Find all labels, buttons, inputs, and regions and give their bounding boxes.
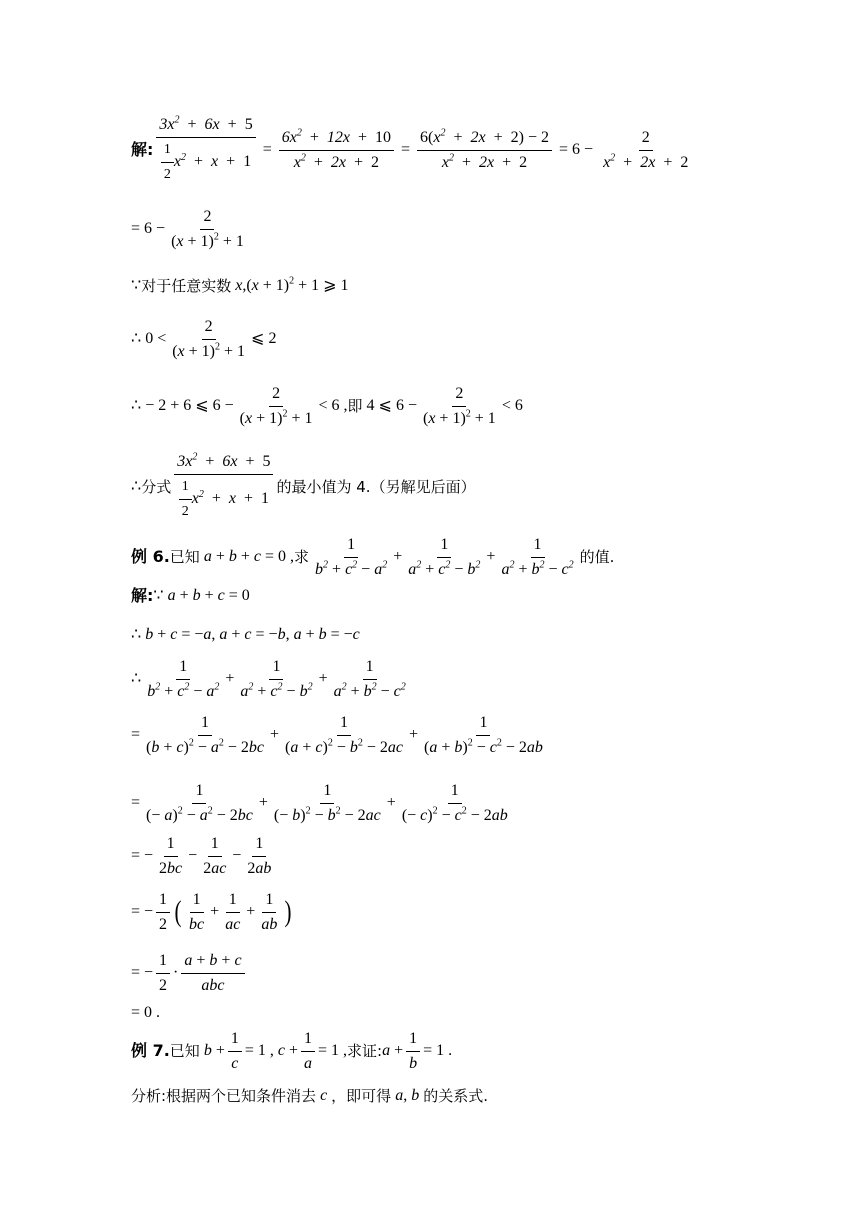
example-7-label: 例 7.	[131, 1041, 170, 1060]
fraction: $\frac{6x^2 + 12x + 10}{x^2 + 2x + 2}$	[279, 128, 394, 173]
fraction: $\frac{1}{(b + c)^2 - a^2 - 2bc}$	[146, 713, 264, 756]
fraction: $\frac{1}{ab}$	[261, 890, 278, 933]
fraction: $\frac{1}{(a + b)^2 - c^2 - 2ab}$	[424, 713, 543, 756]
fraction: $\frac{1}{2bc}$	[159, 834, 183, 877]
analysis-line: 分析:根据两个已知条件消去 c ，即可得 a, b 的关系式.	[131, 1087, 488, 1105]
fraction: $\frac{1}{ac}$	[225, 890, 241, 933]
therefore-line: ∴ $\frac{1}{b^2 + c^2 - a^2}$ + $\frac{1}{a^2 + c^2 - b^2}$ + $\frac{1}{a^2 + b^2 - c^2}$	[131, 656, 412, 702]
fraction: $\frac{1}{c}$	[228, 1029, 242, 1074]
equation-line: = 0 .	[131, 1004, 161, 1021]
therefore-line: ∴ 0 < $\frac{2}{(x + 1)^2 + 1}$ ⩽ 2	[131, 317, 277, 360]
fraction: $\frac{1}{2ab}$	[247, 834, 272, 877]
fraction: $\frac{1}{2}$	[156, 890, 170, 935]
example-6-label: 例 6.	[131, 547, 170, 566]
equation-line: = − $\frac{1}{2}$ · $\frac{a + b + c}{\text{abc}}$	[131, 950, 248, 996]
fraction: $\frac{6(x^2 + 2x + 2) - 2}{x^2 + 2x + 2}$	[417, 128, 552, 173]
fraction: $\frac{1}{a^2 + b^2 - c^2}$	[501, 535, 574, 578]
example-7-line: 例 7. 已知 b + $\frac{1}{c}$ = 1 , c + $\frac{1}{a}$ = 1 , 求证: a + $\frac{1}{b}$ = 1 .	[131, 1029, 453, 1072]
fraction: $\frac{1}{(a + c)^2 - b^2 - 2ac}$	[285, 713, 403, 756]
fraction: $\frac{1}{2}$	[156, 951, 170, 996]
fraction: $\frac{1}{(- b)^2 - b^2 - 2ac}$	[273, 781, 381, 824]
fraction: $\frac{2}{(x + 1)^2 + 1}$	[171, 207, 244, 250]
solution-line-2: 解: ∵ a + b + c = 0	[131, 586, 250, 605]
example-6-line: 例 6. 已知 a + b + c = 0 , 求 $\frac{1}{b^2 + c^2 - a^2}$ + $\frac{1}{a^2 + c^2 - b^2}$ + $\frac{1}{a^2 + b^2 - c^2}$ 的值.	[131, 535, 615, 578]
fraction: $\frac{1}{a}$	[301, 1029, 315, 1074]
fraction: $\frac{1}{b}$	[406, 1029, 420, 1074]
fraction: $\frac{1}{(- c)^2 - c^2 - 2ab}$	[401, 781, 508, 824]
fraction: $\frac{1}{a^2 + b^2 - c^2}$	[333, 657, 406, 700]
fraction: $3x^2 + 6x + 5$ $\frac{1}{2}$ $x^2 + x + 1$	[174, 452, 273, 522]
because-line: ∵ 对于任意实数 x $,(x + 1)^2 + 1$ ⩾ 1	[131, 275, 349, 295]
equation-line: = $\frac{1}{(- a)^2 - a^2 - 2bc}$ + $\frac{1}{(- b)^2 - b^2 - 2ac}$ + $\frac{1}{(- c)^2 - c^2 - 2ab}$	[131, 778, 514, 828]
fraction: $\frac{1}{bc}$	[189, 890, 205, 933]
solution-line-1: 解: $3x^2 + 6x + 5$ $\frac{1}{2}$ $x^2 + x + 1$ = $\frac{6x^2 + 12x + 10}{x^2 + 2x + 2}$ = $\frac{6(x^2 + 2x + 2) - 2}{x^2 + 2x + 2}$ = 6 − $\frac{2}{x^2 + 2x + 2}$	[131, 118, 694, 182]
equation-line: = − $\frac{1}{2bc}$ − $\frac{1}{2ac}$ − $\frac{1}{2ab}$	[131, 833, 277, 879]
fraction: $\frac{1}{b^2 + c^2 - a^2}$	[147, 657, 220, 700]
fraction: $\frac{2}{(x + 1)^2 + 1}$	[239, 384, 313, 427]
fraction: $\frac{2}{x^2 + 2x + 2}$	[603, 128, 689, 171]
therefore-line: ∴ 分式 $3x^2 + 6x + 5$ $\frac{1}{2}$ $x^2 + x + 1$ 的最小值为 4.（另解见后面）	[131, 455, 476, 519]
therefore-line: ∴ − 2 + 6 ⩽ 6 − $\frac{2}{(x + 1)^2 + 1}$ < 6 , 即 4 ⩽ 6 − $\frac{2}{(x + 1)^2 + 1}$ < 6	[131, 384, 523, 427]
equation-line: = $\frac{1}{(b + c)^2 - a^2 - 2bc}$ + $\frac{1}{(a + c)^2 - b^2 - 2ac}$ + $\frac{1}{(a + b)^2 - c^2 - 2ab}$	[131, 710, 549, 760]
fraction: $\frac{1}{a^2 + c^2 - b^2}$	[240, 657, 313, 700]
fraction: $\frac{1}{2ac}$	[203, 834, 227, 877]
equation-line: = 6 − $\frac{2}{(x + 1)^2 + 1}$	[131, 204, 250, 254]
fraction: $3x^2 + 6x + 5$ $\frac{1}{2}$ $x^2 + x + 1$	[156, 115, 255, 185]
solution-label: 解:	[131, 140, 154, 159]
fraction: $\frac{1}{b^2 + c^2 - a^2}$	[315, 535, 388, 578]
fraction: $\frac{1}{a^2 + c^2 - b^2}$	[408, 535, 481, 578]
fraction: $\frac{1}{(- a)^2 - a^2 - 2bc}$	[146, 781, 253, 824]
equation-line: = − $\frac{1}{2}$ ( $\frac{1}{bc}$ + $\frac{1}{ac}$ + $\frac{1}{ab}$ )	[131, 890, 292, 933]
fraction: $\frac{2}{(x + 1)^2 + 1}$	[172, 317, 246, 360]
therefore-line: ∴ b + c = −a, a + c = −b, a + b = −c	[131, 626, 360, 643]
fraction: $\frac{2}{(x + 1)^2 + 1}$	[422, 384, 496, 427]
fraction: $\frac{a + b + c}{\text{abc}}$	[181, 951, 244, 996]
